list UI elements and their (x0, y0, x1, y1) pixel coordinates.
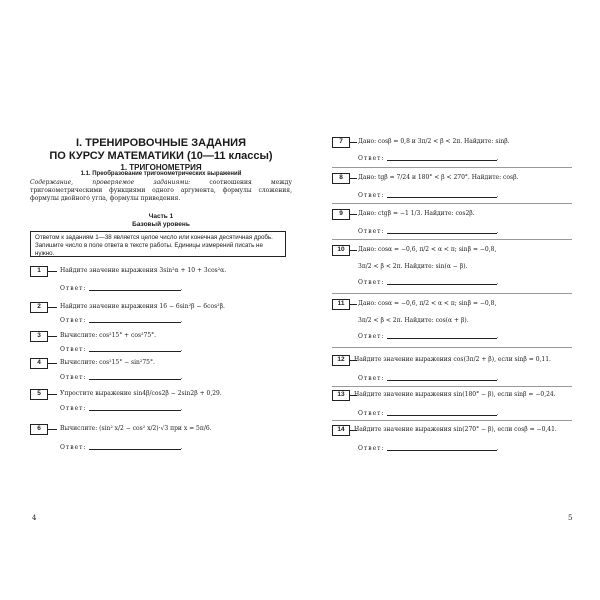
answer-field[interactable] (358, 155, 498, 162)
task-separator (332, 347, 572, 348)
answer-label: Ответ: (358, 445, 385, 452)
task-number: 12 (337, 356, 345, 363)
page-number-right: 5 (568, 514, 573, 522)
task-separator (332, 386, 572, 387)
task-text: Дано: ctgβ = −1 1/3. Найдите: cos2β. (358, 210, 475, 217)
answer-dot: . (496, 445, 499, 452)
answer-dot: . (180, 317, 183, 324)
answer-line[interactable] (89, 410, 181, 411)
answer-label: Ответ: (358, 228, 385, 235)
intro-text: соотношения между тригонометрическими функциями одного аргумента, формулы сложения, формулы двойного угла, формулы приведения. (30, 179, 292, 202)
answer-dot: . (180, 285, 183, 292)
answer-label: Ответ: (358, 279, 385, 286)
answer-dot: . (496, 333, 499, 340)
left-page (30, 0, 292, 600)
answer-line[interactable] (89, 290, 181, 291)
task-number: 1 (37, 267, 41, 274)
answer-line[interactable] (387, 415, 497, 416)
task-text: Найдите значение выражения 16 − 6sin²β − 6cos²β. (60, 303, 225, 310)
task-number: 9 (339, 210, 343, 217)
task-text-continued: 3π/2 < β < 2π. Найдите: sin(α − β). (358, 263, 468, 270)
task-text: Найдите значение выражения cos(3π/2 + β), если sinβ = 0,11. (354, 356, 551, 363)
task-text: Дано: cosα = −0,6, π/2 < α < π; sinβ = −0,8, (358, 246, 497, 253)
task-separator (332, 293, 572, 294)
answer-instructions-box: Ответом к заданиям 1—38 является целое число или конечная десятичная дробь. Запишите число в поле ответа в тексте работы. Единицы измерений писать не нужно. (30, 231, 286, 257)
answer-dot: . (496, 155, 499, 162)
task-text: Вычислите: cos²15° − sin²75°. (60, 359, 155, 366)
task-text: Найдите значение выражения 3sin²α + 10 + 3cos²α. (60, 267, 227, 274)
answer-dot: . (496, 192, 499, 199)
answer-dot: . (496, 228, 499, 235)
answer-dot: . (496, 410, 499, 417)
answer-label: Ответ: (358, 192, 385, 199)
answer-line[interactable] (387, 233, 497, 234)
task-number: 14 (337, 426, 345, 433)
answer-label: Ответ: (60, 317, 87, 324)
task-text-continued: 3π/2 < β < 2π. Найдите: cos(α + β). (358, 317, 469, 324)
answer-field[interactable] (358, 192, 498, 199)
task-text: Вычислите: cos²15° + cos²75°. (60, 332, 157, 339)
answer-field[interactable] (60, 285, 182, 292)
chapter-title (30, 137, 292, 163)
answer-line[interactable] (387, 160, 497, 161)
answer-line[interactable] (89, 322, 181, 323)
chapter-title-line2: ПО КУРСУ МАТЕМАТИКИ (10—11 классы) (49, 150, 273, 162)
chapter-title-line1: I. ТРЕНИРОВОЧНЫЕ ЗАДАНИЯ (75, 137, 246, 149)
task-number: 2 (37, 303, 41, 310)
task-number: 5 (37, 390, 41, 397)
task-number: 13 (337, 391, 345, 398)
answer-dot: . (180, 444, 183, 451)
answer-line[interactable] (387, 380, 497, 381)
answer-label: Ответ: (60, 285, 87, 292)
answer-line[interactable] (387, 338, 497, 339)
answer-field[interactable] (358, 410, 498, 417)
intro-paragraph (30, 179, 292, 203)
answer-line[interactable] (89, 379, 181, 380)
answer-field[interactable] (60, 405, 182, 412)
answer-field[interactable] (60, 444, 182, 451)
answer-label: Ответ: (358, 410, 385, 417)
task-number: 6 (37, 425, 41, 432)
task-separator (332, 167, 572, 168)
task-number: 3 (37, 332, 41, 339)
answer-label: Ответ: (358, 375, 385, 382)
task-text: Найдите значение выражения sin(270° − β), если cosβ = −0,41. (354, 426, 557, 433)
answer-line[interactable] (387, 197, 497, 198)
answer-field[interactable] (358, 445, 498, 452)
answer-line[interactable] (89, 449, 181, 450)
answer-dot: . (180, 405, 183, 412)
answer-field[interactable] (60, 317, 182, 324)
answer-field[interactable] (60, 374, 182, 381)
answer-field[interactable] (358, 333, 498, 340)
task-number: 4 (37, 359, 41, 366)
task-separator (332, 420, 572, 421)
answer-label: Ответ: (60, 444, 87, 451)
task-number: 7 (339, 138, 343, 145)
section-heading: 1. ТРИГОНОМЕТРИЯ (120, 163, 202, 172)
task-text: Вычислите: (sin² x/2 − cos² x/2)·√3 при x = 5π/6. (60, 425, 212, 432)
task-number: 11 (337, 300, 345, 307)
task-number: 10 (337, 246, 345, 253)
task-text: Дано: tgβ = 7/24 и 180° < β < 270°. Найдите: cosβ. (358, 174, 519, 181)
answer-dot: . (496, 279, 499, 286)
page-number-left: 4 (32, 514, 37, 522)
task-text: Упростите выражение sin4β/cos2β − 2sin2β + 0,29. (60, 390, 222, 397)
answer-label: Ответ: (60, 374, 87, 381)
task-text: Найдите значение выражения sin(180° − β), если sinβ = −0,24. (354, 391, 556, 398)
answer-label: Ответ: (358, 333, 385, 340)
level-heading: Базовый уровень (132, 221, 190, 228)
task-number: 8 (339, 174, 343, 181)
subsection-heading: 1.1. Преобразование тригонометрических выражений (80, 171, 242, 177)
task-separator (332, 203, 572, 204)
answer-line[interactable] (89, 351, 181, 352)
answer-field[interactable] (358, 279, 498, 286)
answer-label: Ответ: (60, 405, 87, 412)
answer-field[interactable] (358, 228, 498, 235)
answer-label: Ответ: (358, 155, 385, 162)
answer-field[interactable] (60, 346, 182, 353)
intro-label: Содержание, проверяемое заданиями: (30, 179, 191, 186)
answer-dot: . (180, 374, 183, 381)
right-page (332, 0, 572, 600)
answer-line[interactable] (387, 450, 497, 451)
answer-dot: . (180, 346, 183, 353)
answer-field[interactable] (358, 375, 498, 382)
task-text: Дано: cosα = −0,6, π/2 < α < π; sinβ = −0,8, (358, 300, 497, 307)
task-text: Дано: cosβ = 0,8 и 3π/2 < β < 2π. Найдите: sinβ. (358, 138, 510, 145)
answer-label: Ответ: (60, 346, 87, 353)
task-separator (332, 239, 572, 240)
part-heading: Часть 1 (148, 213, 174, 220)
answer-line[interactable] (387, 284, 497, 285)
answer-dot: . (496, 375, 499, 382)
